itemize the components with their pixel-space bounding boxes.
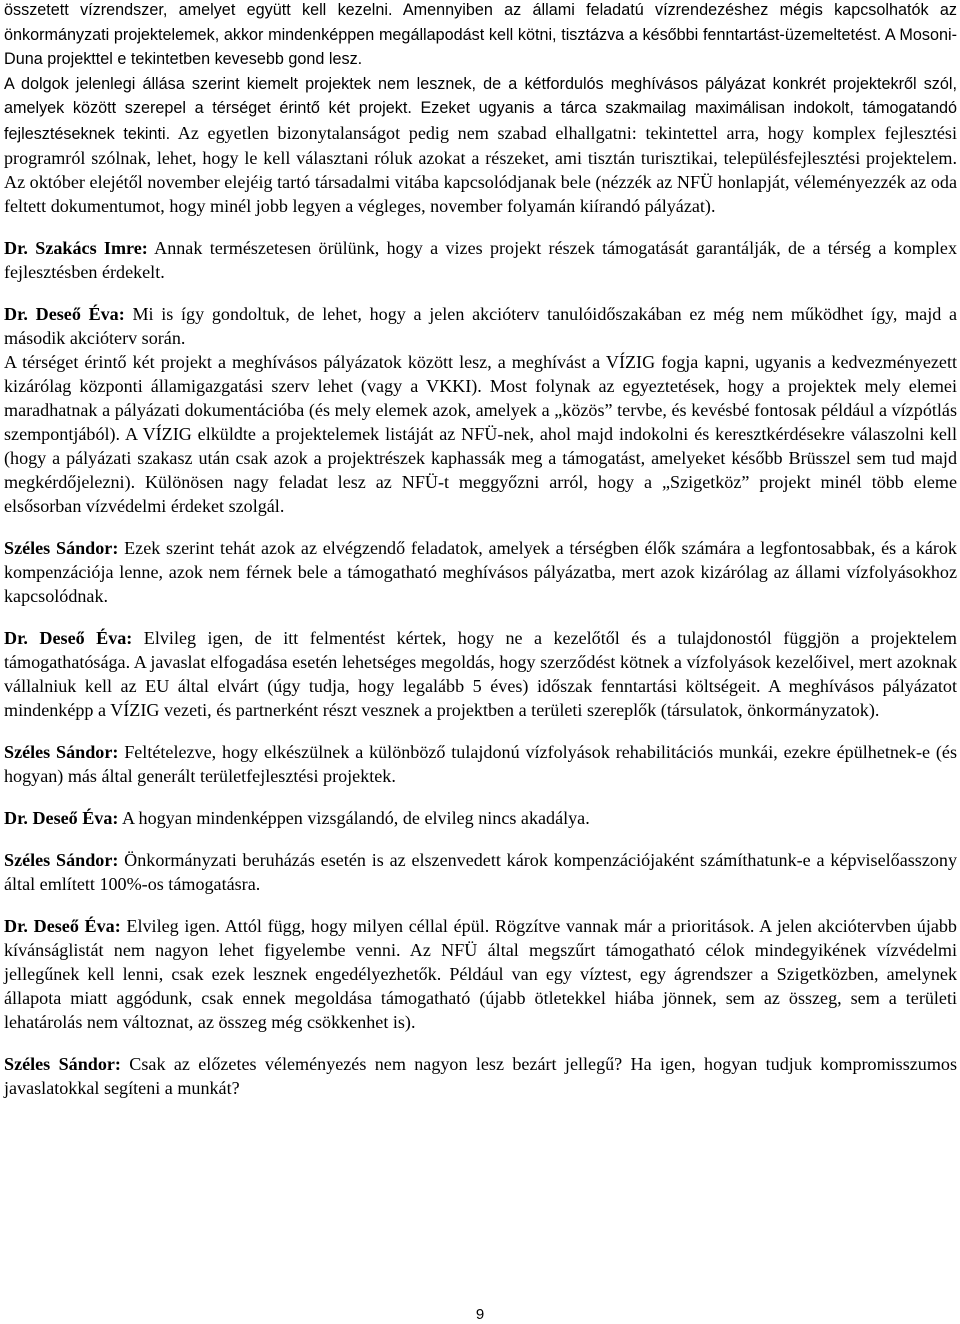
speech-paragraph: [4, 806, 957, 830]
speaker-name: Széles Sándor:: [4, 538, 119, 558]
speaker-name: Dr. Szakács Imre:: [4, 238, 148, 258]
speech-text: Mi is így gondoltuk, de lehet, hogy a jelen akcióterv tanulóidőszakában ez még nem működhet így, majd a második akcióterv során.: [4, 304, 957, 348]
speech-text: Ezek szerint tehát azok az elvégzendő feladatok, amelyek a térségben élők számára a legfontosabbak, és a károk kompenzációja lenne, azok nem férnek bele a támogatható meghívásos pályázatba, mert azok kizárólag az állami vízfolyásokhoz kapcsolódnak.: [4, 538, 957, 606]
document-body: [4, 0, 957, 1118]
intro-text-1: összetett vízrendszer, amelyet együtt kell kezelni. Amennyiben az állami feladatú vízrendezéshez mégis kapcsolhatók az önkormányzati projektelemek, akkor mindenképpen megállapodást kell kötni, tisztázva a későbbi fenntartást-üzemeltetést. A Mosoni-Duna projekttel e tekintetben kevesebb gond lesz.: [4, 1, 957, 68]
speech-paragraph: [4, 1052, 957, 1100]
speech-paragraph: [4, 302, 957, 350]
speech-paragraph: [4, 740, 957, 788]
speech-paragraph: [4, 236, 957, 284]
page-number: 9: [475, 1306, 485, 1323]
speaker-name: Dr. Deseő Éva:: [4, 628, 133, 648]
speech-text: Csak az előzetes véleményezés nem nagyon lesz bezárt jellegű? Ha igen, hogyan tudjuk kompromisszumos javaslatokkal segíteni a munkát?: [4, 1054, 957, 1098]
speech-paragraph: [4, 536, 957, 608]
speaker-name: Széles Sándor:: [4, 850, 119, 870]
intro-text-3: Az egyetlen bizonytalanságot pedig nem szabad elhallgatni: tekintettel arra, hogy komplex fejlesztési programról szólnak, lehet, hogy le kell választani róluk azokat a részeket, ami tisztán turisztikai, településfejlesztési projektelem. Az október elejétől november elejéig tartó társadalmi vitába kapcsolódjanak bele (nézzék az NFÜ honlapját, véleményezzék az oda feltett dokumentumot, hogy minél jobb legyen a végleges, november folyamán kiírandó pályázat).: [4, 122, 957, 216]
speaker-name: Széles Sándor:: [4, 742, 119, 762]
intro-text-2: A dolgok jelenlegi állása szerint kiemelt projektek nem lesznek, de a kétfordulós meghívásos pályázat konkrét projektekről szól, amelyek között szerepel a térséget érintő két projekt. Ezeket ugyanis a tárca szakmailag maximálisan indokolt, támogatandó fejlesztéseknek tekinti.: [4, 74, 957, 143]
speech-text: A térséget érintő két projekt a meghívásos pályázatok között lesz, a meghívást a VÍZIG fogja kapni, ugyanis a kedvezményezett kizárólag központi államigazgatási szerv lehet (vagy a VKKI). Most folynak az egyeztetések, hogy a projektek mely elemei maradhatnak a pályázati dokumentációba (és mely elemek azok, amelyek a „közös” tervbe, és kevésbé fontosak például a vízpótlás szempontjából). A VÍZIG elküldte a projektelemek listáját az NFÜ-nek, ahol majd indokolni és keresztkérdésekre válaszolni kell (hogy a pályázati szakasz után csak azok a projektrészek kaphassák meg a támogatást, amelyeket később Brüsszel sem tud majd megkérdőjelezni). Különösen nagy feladat lesz az NFÜ-t meggyőzni arról, hogy a „Szigetköz” projekt minél több eleme elsősorban vízvédelmi érdeket szolgál.: [4, 352, 957, 516]
speaker-name: Széles Sándor:: [4, 1054, 121, 1074]
speech-text: Elvileg igen, de itt felmentést kértek, hogy ne a kezelőtől és a tulajdonostól függjön a projektelem támogathatósága. A javaslat elfogadása esetén lehetséges megoldás, hogy szerződést kötnek a vízfolyások kezelőivel, mert azoknak vállalniuk kell az EU által elvárt (úgy tudja, hogy legalább 5 éves) időszak fenntartási költségeit. A meghívásos pályázatot mindenképp a VÍZIG vezeti, és partnerként részt vesznek a projektben a területi szereplők (társulatok, önkormányzatok).: [4, 628, 957, 720]
speech-text: Feltételezve, hogy elkészülnek a különböző tulajdonú vízfolyások rehabilitációs munkái, ezekre épülhetnek-e (és hogyan) más által generált területfejlesztési projektek.: [4, 742, 957, 786]
speaker-name: Dr. Deseő Éva:: [4, 808, 119, 828]
speech-text: Önkormányzati beruházás esetén is az elszenvedett károk kompenzációjaként számíthatunk-e a képviselőasszony által említett 100%-os támogatásra.: [4, 850, 957, 894]
speech-paragraph: [4, 848, 957, 896]
speaker-name: Dr. Deseő Éva:: [4, 916, 121, 936]
speech-text: A hogyan mindenképpen vizsgálandó, de elvileg nincs akadálya.: [118, 808, 590, 828]
speech-text: Annak természetesen örülünk, hogy a vizes projekt részek támogatását garantálják, de a térség a komplex fejlesztésben érdekelt.: [4, 238, 957, 282]
speech-paragraph: [4, 350, 957, 518]
speech-paragraph: [4, 626, 957, 722]
intro-paragraph: [4, 0, 957, 72]
speech-paragraph: [4, 914, 957, 1034]
speaker-name: Dr. Deseő Éva:: [4, 304, 125, 324]
intro-paragraph-2: [4, 72, 957, 219]
speech-text: Elvileg igen. Attól függ, hogy milyen céllal épül. Rögzítve vannak már a prioritások. A jelen akciótervben újabb kívánságlistát nem nagyon lehet figyelembe venni. Az NFÜ által megszűrt támogatható célok mindegyikének vízvédelmi jellegűnek kell lenni, csak ezek lesznek engedélyezhetők. Például van egy víztest, egy ágrendszer a Szigetközben, amelynek állapota miatt aggódunk, csak ennek megoldása támogatható (újabb ötletekkel hiába jönnek, sem az összeg, sem a területi lehatárolás nem változnat, az összeg még csökkenhet is).: [4, 916, 957, 1032]
